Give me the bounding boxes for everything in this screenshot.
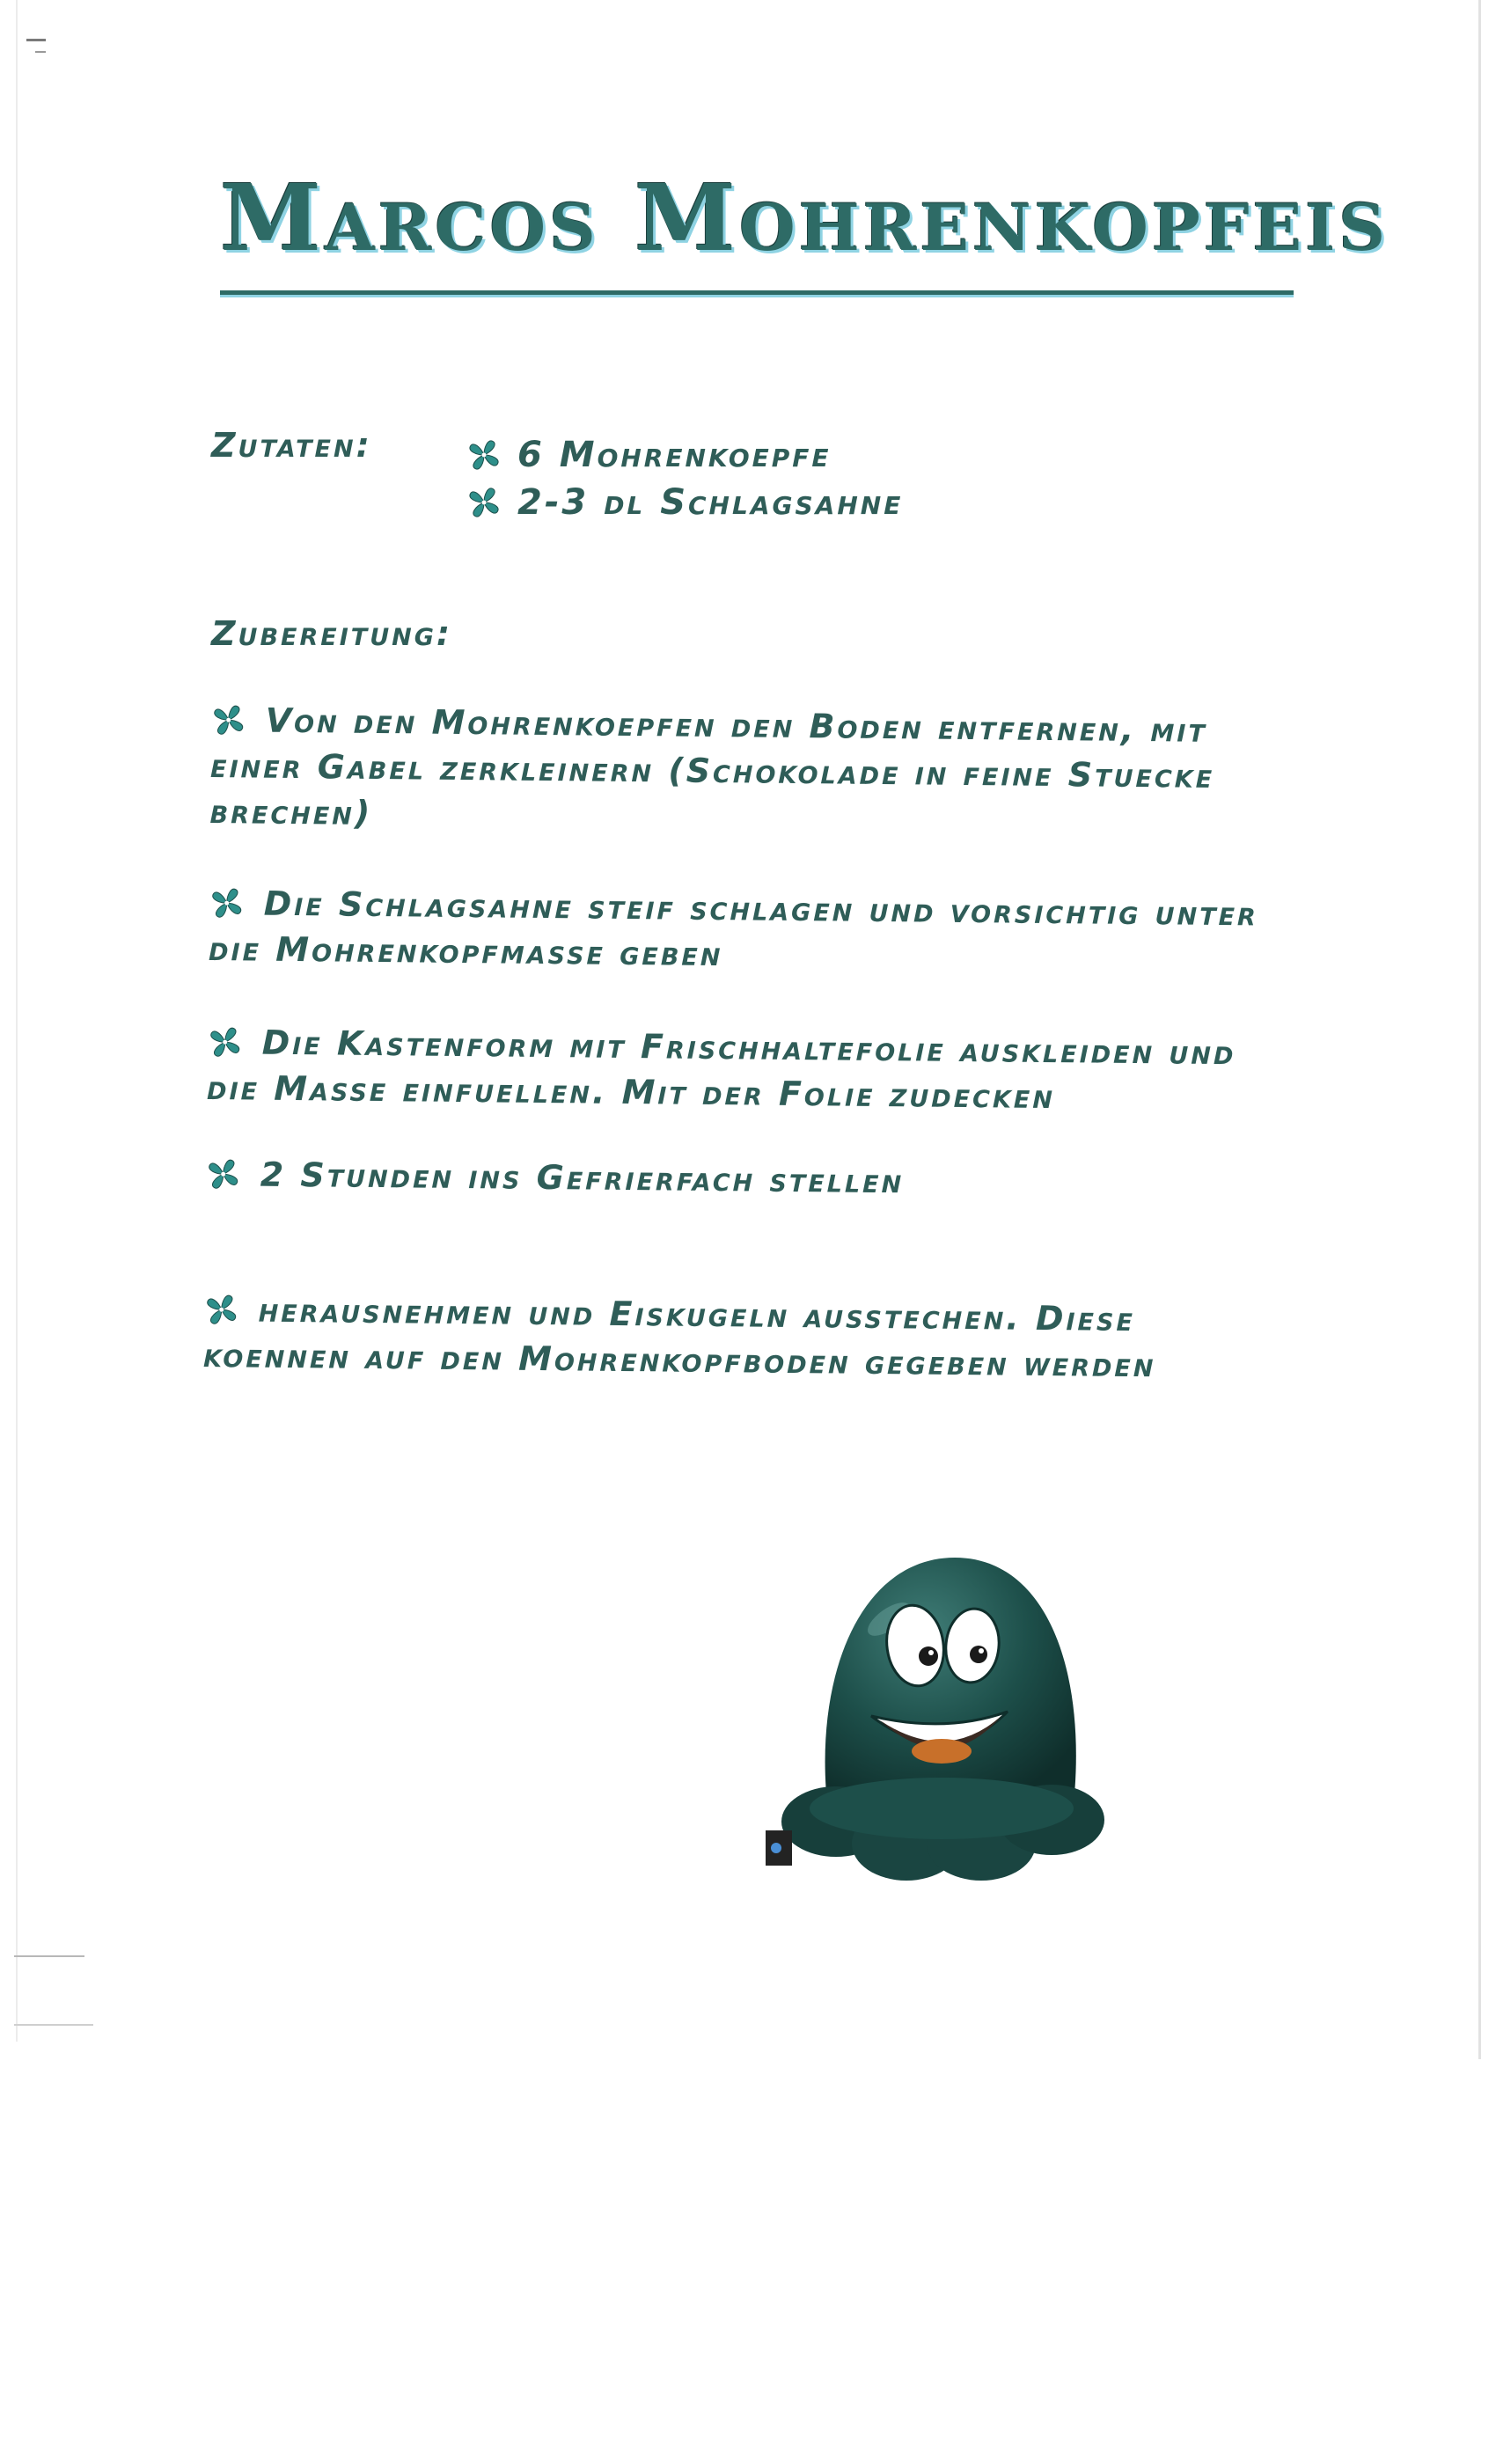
ingredients-heading: Zutaten:: [211, 426, 372, 465]
ingredient-item: [466, 482, 903, 523]
four-petal-flower-icon: [466, 485, 502, 520]
scan-fold-line: [14, 2024, 93, 2026]
step-line-text: koennen auf den Mohrenkopfboden gegeben werden: [202, 1335, 1156, 1385]
four-petal-flower-icon: [209, 885, 245, 920]
step-line-text: die Masse einfuellen. Mit der Folie zudecken: [206, 1067, 1056, 1117]
ingredient-text: 6 Mohrenkoepfe: [517, 435, 832, 475]
scan-artifact: [26, 39, 46, 41]
preparation-step: [209, 880, 1258, 982]
step-line-text: Von den Mohrenkoepfen den Boden entfernen, mit: [265, 700, 1208, 750]
ingredient-item: [466, 435, 832, 475]
ingredient-text: 2-3 dl Schlagsahne: [517, 482, 904, 523]
step-line-text: 2 Stunden ins Gefrierfach stellen: [260, 1155, 905, 1201]
scan-artifact: [35, 51, 46, 53]
step-line-text: einer Gabel zerkleinern (Schokolade in feine Stuecke: [209, 745, 1215, 796]
preparation-heading: Zubereitung:: [211, 614, 453, 653]
preparation-step: [205, 1151, 904, 1204]
title-underline: [220, 290, 1294, 295]
step-line-text: brechen): [209, 791, 373, 832]
step-line-text: die Mohrenkopfmasse geben: [208, 928, 723, 974]
four-petal-flower-icon: [208, 1024, 243, 1060]
preparation-step: [203, 1287, 1156, 1388]
four-petal-flower-icon: [204, 1292, 239, 1327]
step-line-text: Die Kastenform mit Frischhaltefolie auskleiden und: [261, 1023, 1236, 1073]
preparation-step: [209, 697, 1215, 845]
step-line-text: Die Schlagsahne steif schlagen und vorsichtig unter: [263, 884, 1259, 934]
page-title: Marcos Mohrenkopfeis: [220, 164, 1390, 272]
preparation-step: [207, 1019, 1236, 1121]
scan-fold-line: [14, 1955, 84, 1957]
scan-edge-right: [1478, 0, 1481, 2059]
step-line-text: herausnehmen und Eiskugeln ausstechen. Diese: [258, 1290, 1136, 1339]
four-petal-flower-icon: [466, 437, 502, 473]
four-petal-flower-icon: [206, 1156, 241, 1192]
four-petal-flower-icon: [211, 702, 246, 737]
scan-edge-left: [16, 0, 18, 2042]
smiling-blob-mascot: [766, 1540, 1118, 1901]
